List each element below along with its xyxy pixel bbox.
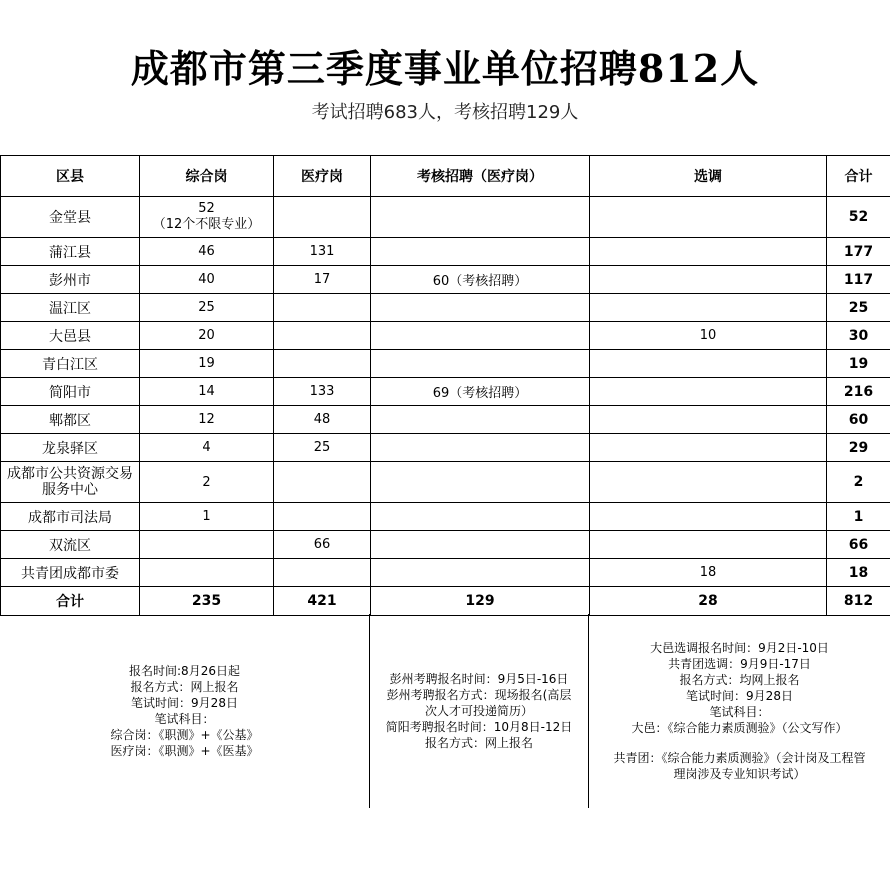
header-medical: 医疗岗 [274, 156, 371, 197]
total-cell: 117 [827, 266, 890, 294]
total-transfer: 28 [590, 587, 827, 616]
total-cell: 216 [827, 378, 890, 406]
district-line-2: 服务中心 [42, 482, 98, 498]
transfer-notes [589, 614, 890, 808]
note-line: 次人才可投递简历） [424, 704, 533, 718]
note-line: 报名方式：网上报名 [130, 680, 239, 694]
medical-cell: 131 [274, 238, 371, 266]
transfer-cell [590, 266, 827, 294]
medical-cell [274, 503, 371, 531]
note-line: 彭州考聘报名时间：9月5日-16日 [389, 672, 569, 686]
assess-cell [371, 322, 590, 350]
district-cell: 青白江区 [1, 350, 140, 378]
note-line: 报名时间:8月26日起 [129, 664, 240, 678]
district-cell: 大邑县 [1, 322, 140, 350]
medical-cell: 133 [274, 378, 371, 406]
note-line: 共青团：《综合能力素质测验》（会计岗及工程管 [613, 751, 866, 765]
total-sum: 812 [827, 587, 890, 616]
total-cell: 18 [827, 559, 890, 587]
district-cell: 成都市司法局 [1, 503, 140, 531]
total-cell: 60 [827, 406, 890, 434]
total-cell: 52 [827, 197, 890, 238]
medical-cell: 25 [274, 434, 371, 462]
district-line-1: 成都市公共资源交易 [7, 466, 133, 482]
transfer-cell [590, 350, 827, 378]
assess-cell [371, 294, 590, 322]
medical-cell [274, 322, 371, 350]
medical-cell: 17 [274, 266, 371, 294]
total-cell: 29 [827, 434, 890, 462]
assess-cell [371, 406, 590, 434]
total-cell: 66 [827, 531, 890, 559]
general-cell: 14 [140, 378, 274, 406]
table-row [1, 559, 890, 587]
total-row [1, 587, 890, 616]
note-line: 笔试科目： [154, 712, 215, 726]
district-cell: 双流区 [1, 531, 140, 559]
total-cell: 19 [827, 350, 890, 378]
medical-cell: 48 [274, 406, 371, 434]
transfer-cell: 10 [590, 322, 827, 350]
page-title: 成都市第三季度事业单位招聘812人 [130, 46, 760, 91]
table-row [1, 378, 890, 406]
table-row [1, 350, 890, 378]
table-row [1, 238, 890, 266]
district-cell: 郫都区 [1, 406, 140, 434]
header-assess: 考核招聘（医疗岗） [371, 156, 590, 197]
total-cell: 177 [827, 238, 890, 266]
district-cell: 简阳市 [1, 378, 140, 406]
general-cell: 20 [140, 322, 274, 350]
note-line: 简阳考聘报名时间：10月8日-12日 [385, 720, 573, 734]
assess-cell [371, 197, 590, 238]
table-row [1, 406, 890, 434]
note-line: 共青团选调：9月9日-17日 [668, 657, 811, 671]
table-row [1, 322, 890, 350]
district-cell: 龙泉驿区 [1, 434, 140, 462]
page-subtitle: 考试招聘683人，考核招聘129人 [311, 102, 579, 123]
assess-cell [371, 559, 590, 587]
district-cell: 蒲江县 [1, 238, 140, 266]
note-line: 笔试时间：9月28日 [686, 689, 793, 703]
note-line: 笔试时间：9月28日 [131, 696, 238, 710]
assess-cell [371, 238, 590, 266]
table-row [1, 434, 890, 462]
recruitment-table [0, 155, 890, 616]
note-line: 报名方式：均网上报名 [679, 673, 800, 687]
note-line: 理岗涉及专业知识考试） [673, 767, 806, 781]
total-cell: 1 [827, 503, 890, 531]
transfer-cell [590, 197, 827, 238]
table-row [1, 462, 890, 503]
district-cell [1, 462, 140, 503]
transfer-cell [590, 531, 827, 559]
medical-cell [274, 197, 371, 238]
medical-cell [274, 559, 371, 587]
header-transfer: 选调 [590, 156, 827, 197]
total-cell: 30 [827, 322, 890, 350]
transfer-cell [590, 406, 827, 434]
table-row [1, 503, 890, 531]
district-cell: 温江区 [1, 294, 140, 322]
general-cell: 1 [140, 503, 274, 531]
note-line: 彭州考聘报名方式：现场报名(高层 [386, 688, 572, 702]
note-gap [589, 736, 890, 750]
medical-cell [274, 350, 371, 378]
general-cell [140, 197, 274, 238]
general-cell: 19 [140, 350, 274, 378]
note-line: 报名方式：网上报名 [424, 736, 533, 750]
note-line: 笔试科目： [709, 705, 770, 719]
assess-cell: 69（考核招聘） [371, 378, 590, 406]
medical-cell [274, 294, 371, 322]
table-row [1, 266, 890, 294]
total-cell: 25 [827, 294, 890, 322]
note-line: 医疗岗：《职测》+《医基》 [110, 744, 259, 758]
header-general: 综合岗 [140, 156, 274, 197]
assess-cell: 60（考核招聘） [371, 266, 590, 294]
transfer-cell: 18 [590, 559, 827, 587]
general-cell: 46 [140, 238, 274, 266]
header-district: 区县 [1, 156, 140, 197]
medical-cell: 66 [274, 531, 371, 559]
transfer-cell [590, 378, 827, 406]
assess-cell [371, 434, 590, 462]
general-cell [140, 559, 274, 587]
total-assess: 129 [371, 587, 590, 616]
assess-notes [370, 614, 588, 808]
total-label: 合计 [1, 587, 140, 616]
assess-cell [371, 531, 590, 559]
general-cell: 2 [140, 462, 274, 503]
note-line: 大邑选调报名时间：9月2日-10日 [650, 641, 829, 655]
note-line: 大邑：《综合能力素质测验》（公文写作） [631, 721, 848, 735]
general-note: （12个不限专业） [152, 217, 261, 232]
district-cell: 彭州市 [1, 266, 140, 294]
assess-cell [371, 503, 590, 531]
general-value: 52 [198, 201, 215, 216]
note-line: 综合岗：《职测》+《公基》 [110, 728, 259, 742]
table-header-row [1, 156, 890, 197]
general-cell: 4 [140, 434, 274, 462]
total-general: 235 [140, 587, 274, 616]
district-cell: 金堂县 [1, 197, 140, 238]
transfer-cell [590, 503, 827, 531]
notes-section [0, 614, 890, 808]
district-cell: 共青团成都市委 [1, 559, 140, 587]
transfer-cell [590, 462, 827, 503]
medical-cell [274, 462, 371, 503]
general-cell: 40 [140, 266, 274, 294]
general-cell: 12 [140, 406, 274, 434]
general-cell: 25 [140, 294, 274, 322]
general-cell [140, 531, 274, 559]
header-total: 合计 [827, 156, 890, 197]
exam-notes [0, 614, 369, 808]
transfer-cell [590, 294, 827, 322]
assess-cell [371, 462, 590, 503]
table-row [1, 294, 890, 322]
total-medical: 421 [274, 587, 371, 616]
transfer-cell [590, 238, 827, 266]
table-row [1, 197, 890, 238]
assess-cell [371, 350, 590, 378]
transfer-cell [590, 434, 827, 462]
total-cell: 2 [827, 462, 890, 503]
table-row [1, 531, 890, 559]
